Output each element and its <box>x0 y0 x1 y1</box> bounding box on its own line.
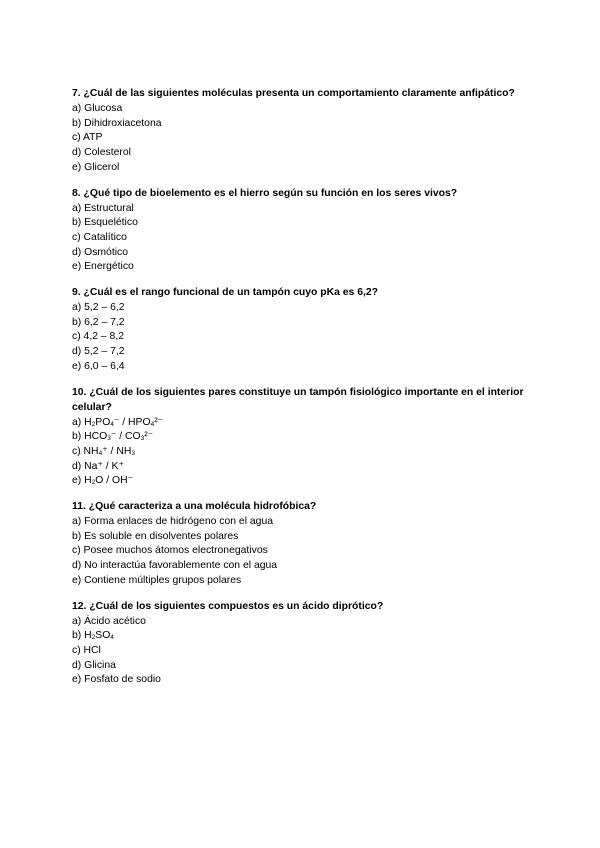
option-a: a) 5,2 – 6,2 <box>72 302 125 314</box>
option-b: b) Dihidroxiacetona <box>72 117 162 129</box>
option-a: a) Glucosa <box>72 103 123 114</box>
option-d: d) Glicina <box>72 659 116 671</box>
option-c: c) Posee muchos átomos electronegativos <box>72 545 268 557</box>
option-c: c) HCl <box>72 644 101 656</box>
question-title: 7. ¿Cuál de las siguientes moléculas presenta un comportamiento claramente anfipático? <box>72 88 515 99</box>
option-b: b) Esquelético <box>72 217 138 229</box>
option-a: a) $H_2PO_4^- / HPO_4^{2-}$ <box>72 416 164 428</box>
option-b: b) Es soluble en disolventes polares <box>72 530 239 542</box>
option-e: e) Contiene múltiples grupos polares <box>72 574 242 586</box>
question-title: 11. ¿Qué caracteriza a una molécula hidrofóbica? <box>72 501 317 513</box>
question-title: 8. ¿Qué tipo de bioelemento es el hierro según su función en los seres vivos? <box>72 187 458 199</box>
option-c: c) ATP <box>72 132 103 144</box>
question-9 <box>72 285 532 375</box>
option-d: d) Colesterol <box>72 147 131 159</box>
question-12 <box>72 599 532 689</box>
question-10 <box>72 385 532 490</box>
option-a: a) Forma enlaces de hidrógeno con el agua <box>72 516 274 528</box>
option-c: c) Catalítico <box>72 231 127 243</box>
option-e: e) Glicerol <box>72 161 120 173</box>
question-title: 10. ¿Cuál de los siguientes pares constituye un tampón fisiológico importante en el interior celular? <box>72 386 524 413</box>
option-a: a) Estructural <box>72 202 134 214</box>
option-e: e) $H_2O / OH^-$ <box>72 475 134 487</box>
option-e: e) Energético <box>72 261 134 273</box>
option-a: a) Ácido acético <box>72 615 146 627</box>
option-d: d) 5,2 – 7,2 <box>72 346 125 358</box>
option-d: d) Osmótico <box>72 246 129 258</box>
question-7 <box>72 86 532 176</box>
option-e: e) 6,0 – 6,4 <box>72 360 125 372</box>
question-title: 12. ¿Cuál de los siguientes compuestos es un ácido diprótico? <box>72 600 384 612</box>
option-b: b) $HCO_3^- / CO_3^{2-}$ <box>72 431 154 443</box>
option-c: c) $NH_4^+ / NH_3$ <box>72 445 135 457</box>
exam-page <box>72 86 532 698</box>
option-d: d) Na⁺ / K⁺ <box>72 460 124 472</box>
option-c: c) 4,2 – 8,2 <box>72 331 124 343</box>
option-b: b) 6,2 – 7,2 <box>72 316 125 328</box>
question-8 <box>72 186 532 276</box>
option-d: d) No interactúa favorablemente con el agua <box>72 560 278 572</box>
question-11 <box>72 499 532 589</box>
option-b: b) $H_2SO_4$ <box>72 630 114 642</box>
question-title: 9. ¿Cuál es el rango funcional de un tampón cuyo pKa es 6,2? <box>72 287 379 299</box>
option-e: e) Fosfato de sodio <box>72 674 161 686</box>
